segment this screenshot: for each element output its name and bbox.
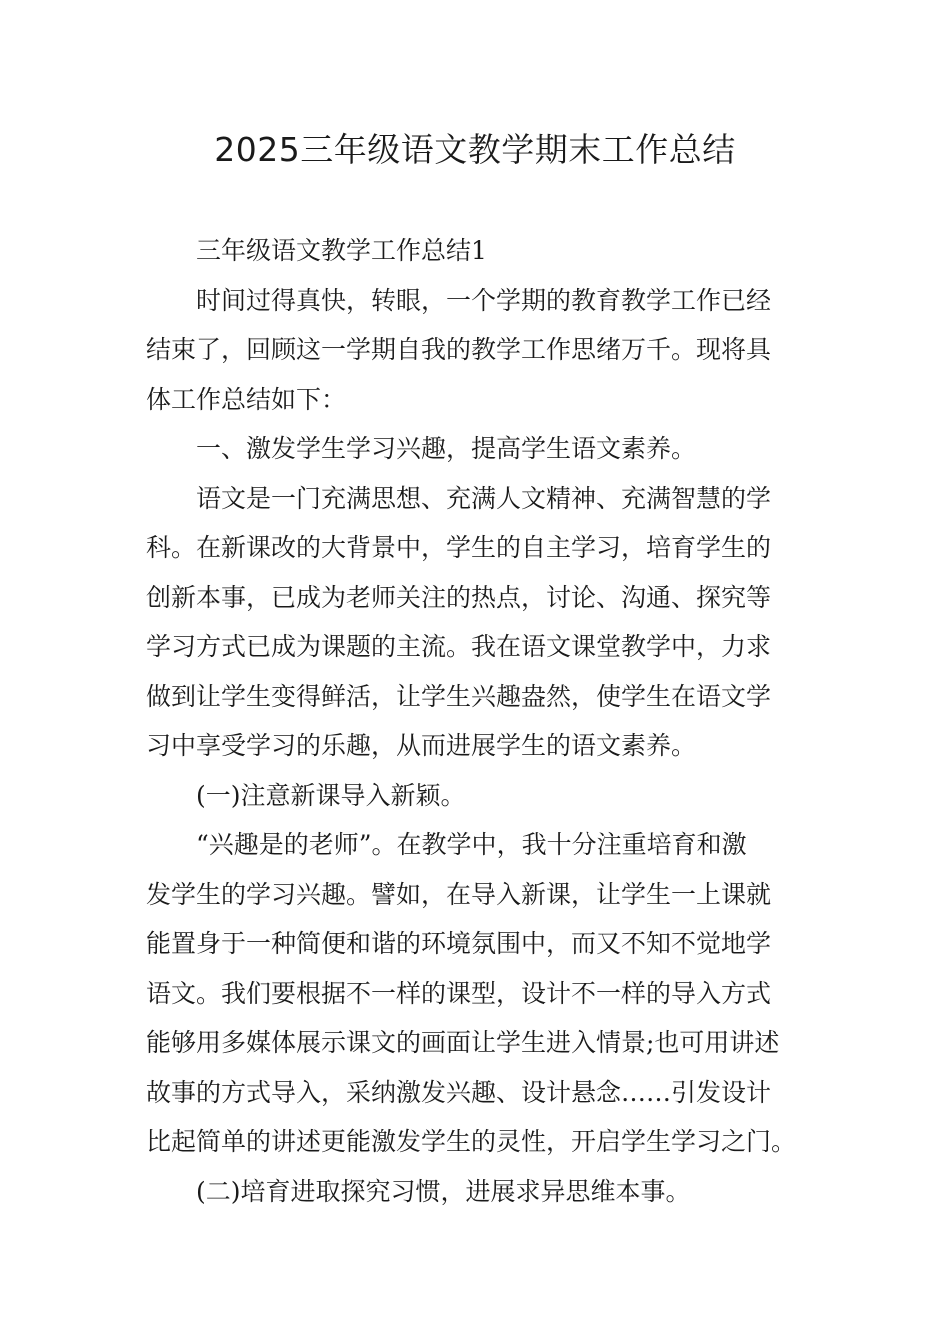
- text-line: 做到让学生变得鲜活，让学生兴趣盎然，使学生在语文学: [146, 681, 772, 711]
- text-line: 学习方式已成为课题的主流。我在语文课堂教学中，力求: [146, 632, 772, 661]
- section-heading-1: [146, 424, 806, 474]
- text-line: 科。在新课改的大背景中，学生的自主学习，培育学生的: [146, 533, 772, 562]
- text-line: (二)培育进取探究习惯，进展求异思维本事。: [196, 1176, 691, 1206]
- paragraph-subtitle: [146, 226, 806, 276]
- text-line: 能置身于一种简便和谐的环境氛围中，而又不知不觉地学: [146, 929, 772, 958]
- document-title: 2025三年级语文教学期末工作总结: [214, 130, 736, 169]
- text-line: “兴趣是的老师”。在教学中，我十分注重培育和激: [196, 830, 747, 859]
- text-line: 三年级语文教学工作总结1: [196, 236, 487, 265]
- text-line: 发学生的学习兴趣。譬如，在导入新课，让学生一上课就: [146, 879, 772, 909]
- document-body: [146, 226, 806, 1216]
- text-line: 比起简单的讲述更能激发学生的灵性，开启学生学习之门。: [146, 1127, 797, 1156]
- text-line: 能够用多媒体展示课文的画面让学生进入情景;也可用讲述: [146, 1028, 780, 1057]
- text-line: 故事的方式导入，采纳激发兴趣、设计悬念……引发设计: [146, 1077, 772, 1107]
- text-line: 创新本事，已成为老师关注的热点，讨论、沟通、探究等: [146, 582, 772, 612]
- text-line: 语文。我们要根据不一样的课型，设计不一样的导入方式: [146, 978, 772, 1008]
- paragraph-subsection-1: [146, 820, 806, 1167]
- subsection-heading-2: [146, 1167, 806, 1217]
- paragraph-intro: [146, 276, 806, 425]
- text-line: 体工作总结如下：: [146, 384, 347, 414]
- paragraph-section-1: [146, 474, 806, 771]
- text-line: 一、激发学生学习兴趣，提高学生语文素养。: [196, 434, 697, 463]
- text-line: 结束了，回顾这一学期自我的教学工作思绪万千。现将具: [146, 335, 772, 364]
- text-line: 语文是一门充满思想、充满人文精神、充满智慧的学: [196, 483, 772, 513]
- subsection-heading-1: [146, 771, 806, 821]
- text-line: 习中享受学习的乐趣，从而进展学生的语文素养。: [146, 731, 697, 760]
- text-line: 时间过得真快，转眼，一个学期的教育教学工作已经: [196, 285, 772, 315]
- text-line: (一)注意新课导入新颖。: [196, 780, 466, 810]
